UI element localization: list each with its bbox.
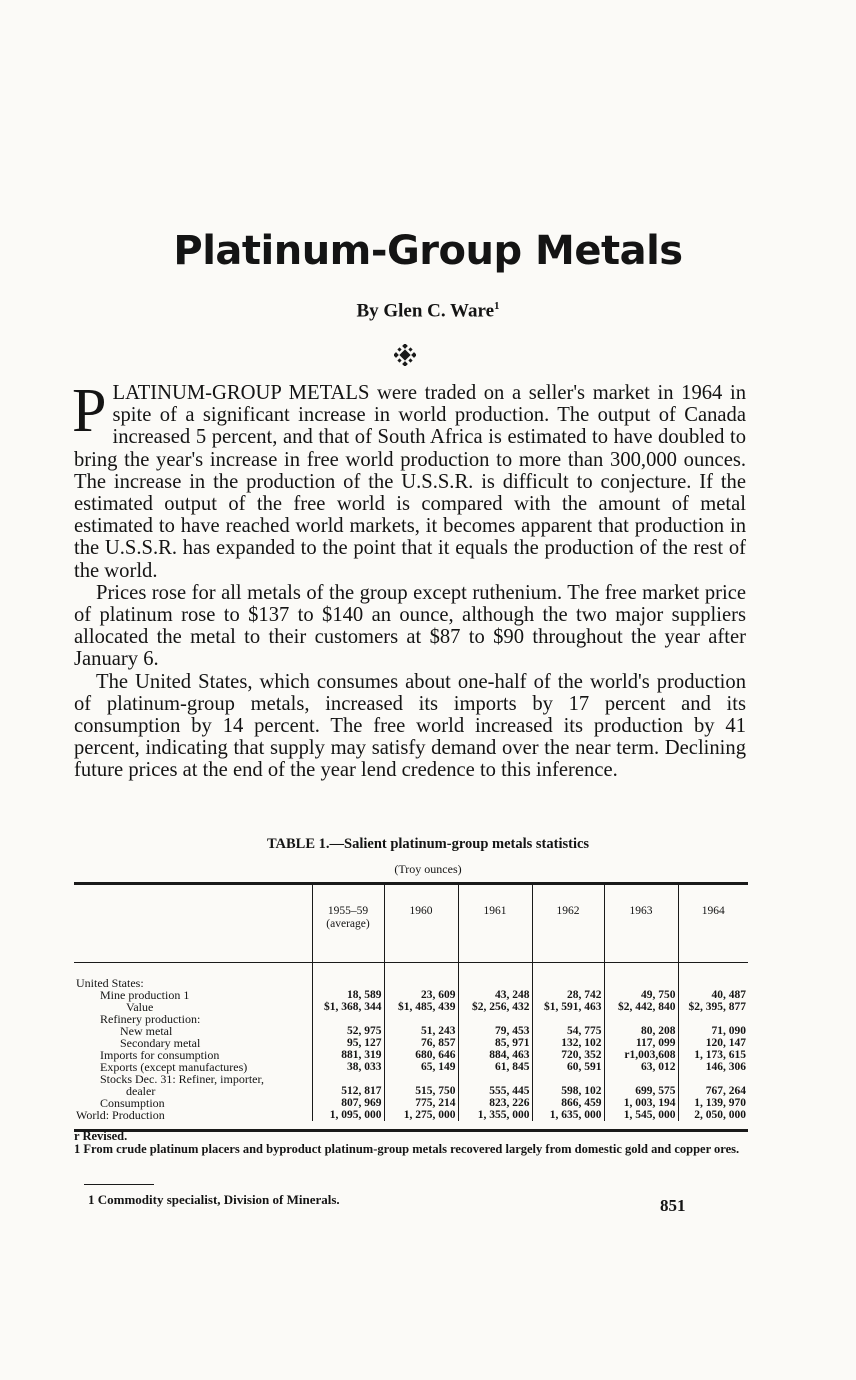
row-label: Exports (except manufactures) [100,1060,248,1074]
table-cell: 515, 750 [384,1085,458,1097]
table-cell: 95, 127 [312,1037,384,1049]
table-row [74,989,748,1001]
table-cell: 1, 095, 000 [312,1109,384,1121]
paragraph-text: LATINUM-GROUP METALS were traded on a seller's market in 1964 in spite of a significant increase in world production. The output of Canada increased 5 percent, and that of South Africa is estimated to have doubled to bring the year's increase in free world production to more than 300,000 ounces. The increase in the production of the U.S.S.R. is difficult to conjecture. If the estimated output of the free world is compared with the amount of metal estimated to have reached world markets, it becomes apparent that production in the U.S.S.R. has expanded to the point that it equals the production of the rest of the world. [74,382,746,582]
table-cell: 699, 575 [604,1085,678,1097]
table-cell: 680, 646 [384,1049,458,1061]
table-cell: 28, 742 [532,989,604,1001]
drop-cap: P [72,377,107,445]
row-label: Consumption [100,1096,165,1110]
table-cell: 866, 459 [532,1097,604,1109]
column-header: 1955–59 (average) [312,884,384,963]
column-header: 1962 [532,884,604,963]
table-cell: 80, 208 [604,1025,678,1037]
footnote-divider [84,1184,154,1185]
table-cell: 51, 243 [384,1025,458,1037]
table-cell: 71, 090 [678,1025,748,1037]
column-header: 1961 [458,884,532,963]
table-cell: $2, 395, 877 [678,1001,748,1013]
table-cell: 823, 226 [458,1097,532,1109]
table-cell: 49, 750 [604,989,678,1001]
paragraph: The United States, which consumes about one-half of the world's production of platinum-group metals, increased its imports by 17 percent and its consumption by 14 percent. The free world increased its production by 41 percent, indicating that supply may satisfy demand over the near term. Declining future prices at the end of the year lend credence to this inference. [74,670,746,782]
row-label: Stocks Dec. 31: Refiner, importer, [100,1072,264,1086]
table-cell: 1, 003, 194 [604,1097,678,1109]
header-blank [74,884,312,963]
paragraph [72,377,746,582]
table-cell: 60, 591 [532,1061,604,1073]
table-note: r Revised. [74,1129,128,1143]
page-number: 851 [660,1196,686,1215]
table-cell: 1, 545, 000 [604,1109,678,1121]
table-cell: 1, 275, 000 [384,1109,458,1121]
table-subcaption: (Troy ounces) [394,862,462,876]
table-header-row [74,884,748,963]
table-cell: 598, 102 [532,1085,604,1097]
table-cell: $2, 256, 432 [458,1001,532,1013]
table-note: 1 From crude platinum placers and byproduct platinum-group metals recovered largely from domestic gold and copper ores. [74,1142,740,1156]
row-label: United States: [76,976,144,990]
table-cell: 54, 775 [532,1025,604,1037]
table-cell: 120, 147 [678,1037,748,1049]
table-cell: 18, 589 [312,989,384,1001]
table-cell: 61, 845 [458,1061,532,1073]
table-cell: 1, 173, 615 [678,1049,748,1061]
row-label: dealer [126,1084,156,1098]
table-row [74,1013,748,1025]
table-cell: 884, 463 [458,1049,532,1061]
table-cell: 146, 306 [678,1061,748,1073]
table-cell: $1, 591, 463 [532,1001,604,1013]
table-notes [74,1130,754,1156]
table-cell: 40, 487 [678,989,748,1001]
table-cell: 43, 248 [458,989,532,1001]
table-cell: 1, 355, 000 [458,1109,532,1121]
table-cell: $1, 368, 344 [312,1001,384,1013]
table-cell: 63, 012 [604,1061,678,1073]
article-body [72,377,746,782]
table-cell: 807, 969 [312,1097,384,1109]
column-header: 1960 [384,884,458,963]
chapter-title: Platinum-Group Metals [173,228,683,274]
column-header: 1963 [604,884,678,963]
column-header: 1964 [678,884,748,963]
statistics-table [74,882,748,1132]
table-caption: TABLE 1.—Salient platinum-group metals statistics [266,836,590,852]
table-row [74,1073,748,1085]
table-cell: $2, 442, 840 [604,1001,678,1013]
author-footnote: 1 Commodity specialist, Division of Minerals. [88,1192,340,1207]
table-cell: 1, 635, 000 [532,1109,604,1121]
row-label: Refinery production: [100,1012,201,1026]
table-cell: 720, 352 [532,1049,604,1061]
table-row [74,1085,748,1097]
table-row [74,1109,748,1121]
table-cell: 23, 609 [384,989,458,1001]
table-cell: 2, 050, 000 [678,1109,748,1121]
row-label: World: Production [76,1108,165,1122]
row-label: Imports for consumption [100,1048,220,1062]
row-label: Secondary metal [120,1036,201,1050]
table-cell: r1,003,608 [604,1049,678,1061]
table-cell: 555, 445 [458,1085,532,1097]
table-row [74,1097,748,1109]
table-cell: 1, 139, 970 [678,1097,748,1109]
row-label: Mine production 1 [100,988,190,1002]
table-cell: 38, 033 [312,1061,384,1073]
table-cell: 132, 102 [532,1037,604,1049]
table-cell: $1, 485, 439 [384,1001,458,1013]
row-label: Value [126,1000,154,1014]
table-cell: 767, 264 [678,1085,748,1097]
ornament-icon [394,344,416,366]
row-label: New metal [120,1024,173,1038]
table-cell: 117, 099 [604,1037,678,1049]
table-cell: 76, 857 [384,1037,458,1049]
author-name: By Glen C. Ware [356,300,495,322]
table-cell: 52, 975 [312,1025,384,1037]
table-row [74,963,748,990]
table-cell: 65, 149 [384,1061,458,1073]
table-cell: 79, 453 [458,1025,532,1037]
paragraph: Prices rose for all metals of the group except ruthenium. The free market price of platinum rose to $137 to $140 an ounce, although the two major suppliers allocated the metal to their customers at $87 to $90 throughout the year after January 6. [74,581,746,671]
table-cell: 775, 214 [384,1097,458,1109]
table-cell: 512, 817 [312,1085,384,1097]
author-byline [0,300,856,322]
table-cell: 881, 319 [312,1049,384,1061]
author-note-mark: 1 [494,300,500,312]
table-cell: 85, 971 [458,1037,532,1049]
